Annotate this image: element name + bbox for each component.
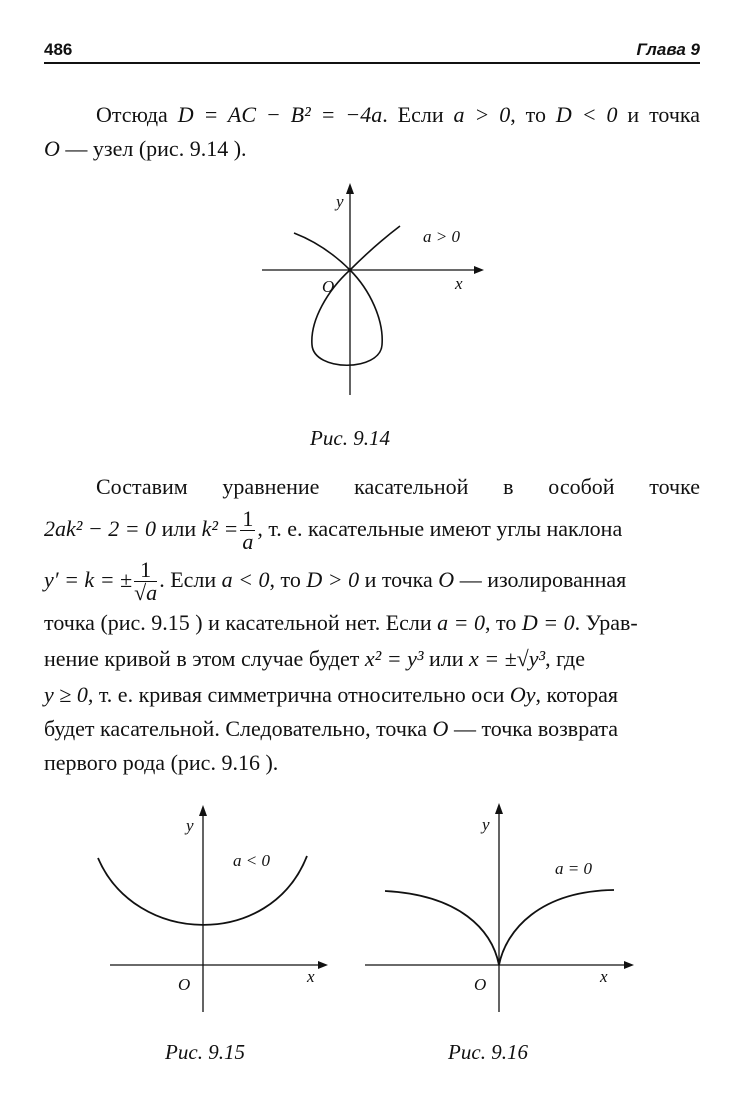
- p2-line-7: будет касательной. Следовательно, точка O — точка возврата: [44, 716, 619, 741]
- fig914-param-label: a > 0: [423, 227, 460, 246]
- fig915-x-label: x: [307, 967, 315, 986]
- fig916-param-label: a = 0: [555, 859, 592, 878]
- formula-d: D = AC − B² = −4a: [177, 102, 383, 127]
- p2-line-5: нение кривой в этом случае будет x² = y³ или x = ±√y³, где: [44, 646, 585, 671]
- fig916-curve-right: [499, 890, 614, 965]
- fig914-y-label: y: [336, 192, 344, 211]
- p2-line-4: точка (рис. 9.15 ) и касательной нет. Если a = 0, то D = 0. Урав-: [44, 610, 638, 635]
- fig914-origin-label: O: [322, 277, 335, 296]
- p1-line-1: Отсюда D = AC − B² = −4a. Если a > 0, то D < 0 и точка: [96, 102, 701, 127]
- fig916-x-label: x: [600, 967, 608, 986]
- fraction-1-over-a: $\frac{1}{a}$: [242, 506, 254, 555]
- p2-line-8: первого рода (рис. 9.16 ).: [44, 750, 279, 775]
- fig914-x-label: x: [455, 274, 463, 293]
- p2-line-6: y ≥ 0, т. е. кривая симметрична относительно оси Oy, которая: [44, 682, 619, 707]
- fraction-1-over-sqrt-a: $\frac{1}{√a}$: [134, 557, 158, 606]
- p1-line-2: O — узел (рис. 9.14 ).: [44, 136, 247, 161]
- page-number: 486: [44, 40, 73, 59]
- fig915-origin-label: O: [178, 975, 191, 994]
- p2-line-1: Составим уравнение касательной в особой точке: [96, 474, 700, 499]
- fig916-y-label: y: [482, 815, 490, 834]
- fig915-y-label: y: [186, 816, 194, 835]
- p2-line-2: 2ak² − 2 = 0 или k² = $\frac{1}{a}$ , т. е. касательные имеют углы наклона: [44, 506, 623, 555]
- fig916-y-arrow: [495, 803, 503, 814]
- caption-9-15: Рис. 9.15: [165, 1040, 245, 1064]
- p2-line-3: y′ = k = ± $\frac{1}{√a}$ . Если a < 0, то D > 0 и точка O — изолированная: [44, 557, 627, 606]
- caption-9-14: Рис. 9.14: [310, 426, 390, 450]
- caption-9-16: Рис. 9.16: [448, 1040, 528, 1064]
- fig916-x-arrow: [624, 961, 634, 969]
- fig916-origin-label: O: [474, 975, 487, 994]
- fig916-curve-left: [385, 891, 499, 965]
- chapter-title: Глава 9: [636, 40, 700, 59]
- fig915-param-label: a < 0: [233, 851, 270, 870]
